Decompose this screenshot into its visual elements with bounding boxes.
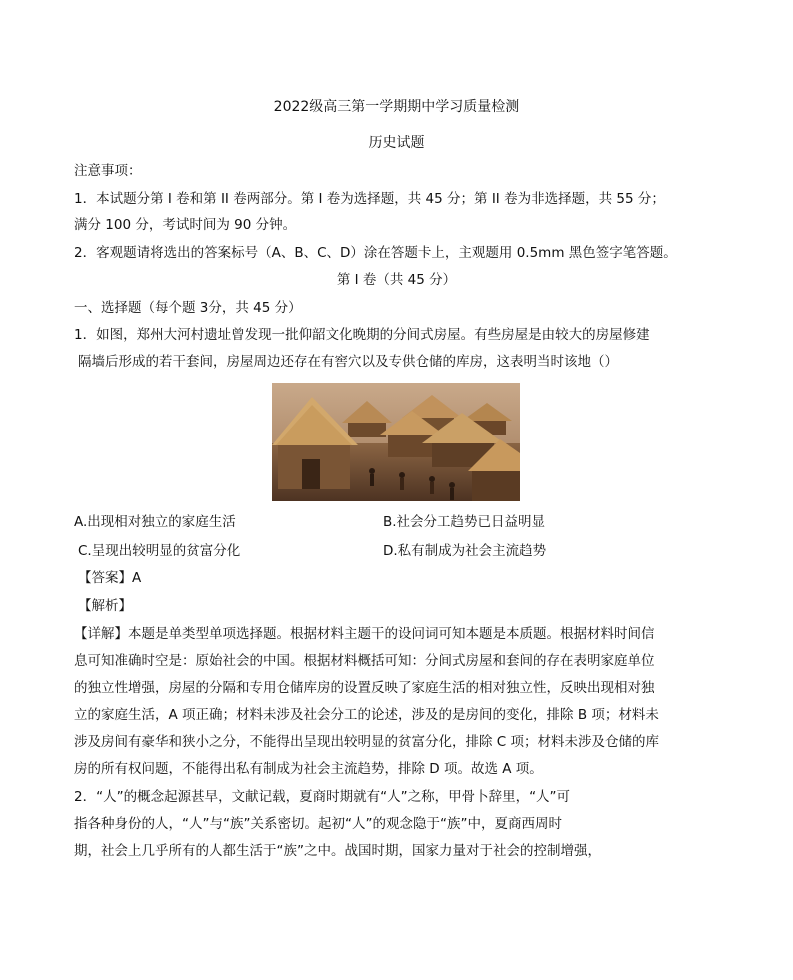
q1-detail-line5: 涉及房间有豪华和狭小之分，不能得出呈现出较明显的贫富分化，排除 C 项；材料未涉及仓储的库: [74, 734, 660, 750]
q1-detail-line4: 立的家庭生活，A 项正确；材料未涉及社会分工的论述，涉及的是房间的变化，排除 B 项；材料未: [74, 707, 659, 723]
q1-detail-line3: 的独立性增强，房屋的分隔和专用仓储库房的设置反映了家庭生活的相对独立性，反映出现相对独: [74, 680, 655, 696]
q1-option-b: B.社会分工趋势已日益明显: [383, 514, 546, 530]
exam-title: 2022级高三第一学期期中学习质量检测: [273, 99, 520, 115]
q2-line3: 期，社会上几乎所有的人都生活于“族”之中。战国时期，国家力量对于社会的控制增强，: [74, 843, 601, 859]
q1-stem-line1: 1．如图，郑州大河村遗址曾发现一批仰韶文化晚期的分间式房屋。有些房屋是由较大的房屋修建: [74, 327, 650, 343]
village-illustration: [272, 383, 520, 501]
notice-item-2: 2．客观题请将选出的答案标号（A、B、C、D）涂在答题卡上，主观题用 0.5mm 黑色签字笔答题。: [74, 245, 677, 261]
q1-stem-line2: 隔墙后形成的若干套间，房屋周边还存在有窖穴以及专供仓储的库房，这表明当时该地（）: [78, 354, 618, 370]
q1-option-c: C.呈现出较明显的贫富分化: [78, 543, 241, 559]
q1-detail-line2: 息可知准确时空是：原始社会的中国。根据材料概括可知：分间式房屋和套间的存在表明家庭单位: [74, 653, 655, 669]
part1-title: 第 I 卷（共 45 分）: [336, 272, 457, 288]
section-heading: 一、选择题（每个题 3分，共 45 分）: [74, 300, 302, 316]
q1-answer: 【答案】A: [78, 570, 142, 586]
notice-heading: 注意事项：: [74, 163, 142, 179]
exam-subject: 历史试题: [368, 135, 425, 151]
notice-item-1-cont: 满分 100 分，考试时间为 90 分钟。: [74, 217, 297, 233]
q2-line1: 2．“人”的概念起源甚早，文献记载，夏商时期就有“人”之称，甲骨卜辞里，“人”可: [74, 789, 571, 805]
q2-line2: 指各种身份的人，“人”与“族”关系密切。起初“人”的观念隐于“族”中，夏商西周时: [74, 816, 562, 832]
notice-item-1: 1．本试题分第 I 卷和第 II 卷两部分。第 I 卷为选择题，共 45 分；第 II 卷为非选择题，共 55 分；: [74, 191, 665, 207]
q1-detail-line1: 【详解】本题是单类型单项选择题。根据材料主题干的设问词可知本题是本质题。根据材料时间信: [74, 626, 655, 642]
q1-option-a: A.出现相对独立的家庭生活: [74, 514, 236, 530]
q1-analysis-heading: 【解析】: [78, 598, 132, 614]
q1-detail-line6: 房的所有权问题，不能得出私有制成为社会主流趋势，排除 D 项。故选 A 项。: [74, 761, 543, 777]
q1-option-d: D.私有制成为社会主流趋势: [383, 543, 547, 559]
